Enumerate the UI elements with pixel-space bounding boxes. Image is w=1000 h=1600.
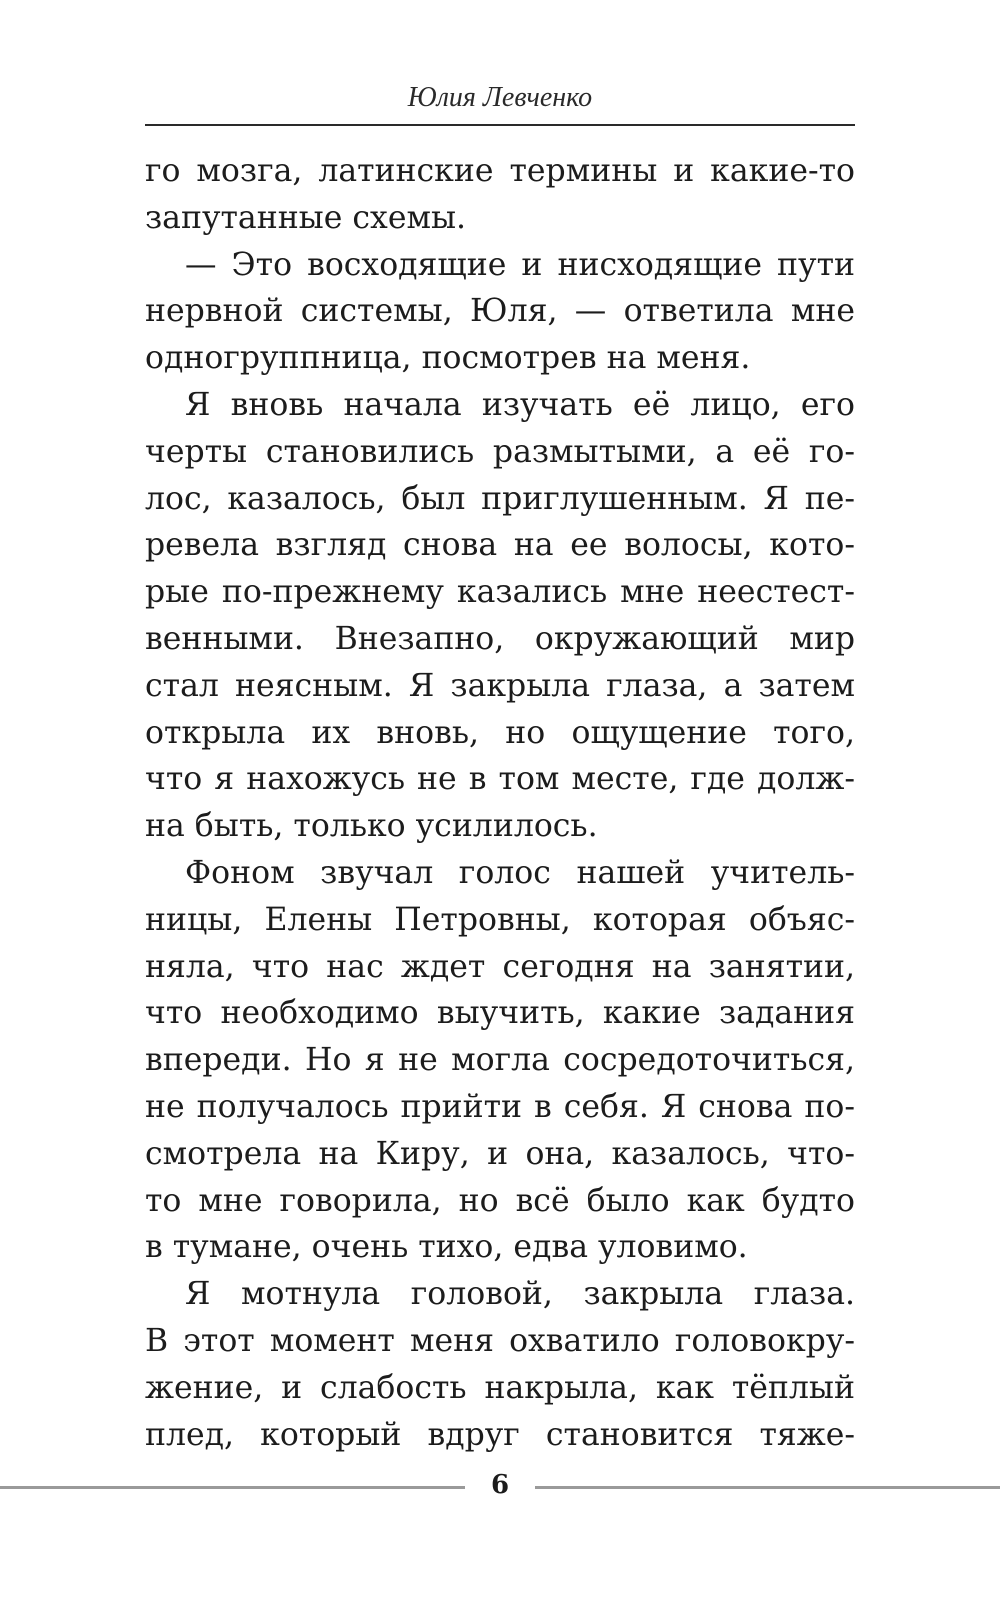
- text-line: что необходимо выучить, какие задания: [145, 995, 855, 1032]
- text-line: го мозга, латинские термины и какие-то: [145, 153, 855, 189]
- header-divider: [145, 124, 855, 126]
- text-line: Я вновь начала изучать её лицо, его: [185, 386, 855, 423]
- text-line: черты становились размытыми, а её го-: [145, 433, 855, 470]
- page-number: 6: [490, 1470, 510, 1500]
- footer-divider-right: [535, 1486, 1000, 1489]
- text-line: няла, что нас ждет сегодня на занятии,: [145, 948, 855, 985]
- text-line: на быть, только усилилось.: [145, 808, 598, 845]
- text-line: ревела взгляд снова на ее волосы, кото-: [145, 527, 855, 564]
- page-footer: [0, 1465, 1000, 1505]
- text-line: жение, и слабость накрыла, как тёплый: [145, 1369, 855, 1406]
- text-line: рые по-прежнему казались мне неестест-: [145, 574, 855, 611]
- text-line: Фоном звучал голос нашей учитель-: [185, 854, 855, 891]
- text-line: запутанные схемы.: [145, 199, 467, 236]
- text-line: стал неясным. Я закрыла глаза, а затем: [145, 667, 855, 704]
- running-header-author: Юлия Левченко: [407, 82, 593, 113]
- text-line: нервной системы, Юля, — ответила мне: [145, 293, 855, 330]
- text-line: лос, казалось, был приглушенным. Я пе-: [145, 480, 855, 517]
- text-line: — Это восходящие и нисходящие пути: [185, 246, 855, 283]
- text-line: плед, который вдруг становится тяже-: [145, 1416, 855, 1453]
- text-line: то мне говорила, но всё было как будто: [145, 1182, 855, 1219]
- text-line: смотрела на Киру, и она, казалось, что-: [145, 1135, 855, 1172]
- text-line: Я мотнула головой, закрыла глаза.: [185, 1276, 855, 1313]
- text-line: что я нахожусь не в том месте, где долж-: [145, 761, 855, 798]
- text-line: ницы, Елены Петровны, которая объяс-: [145, 901, 855, 938]
- text-line: венными. Внезапно, окружающий мир: [145, 620, 855, 657]
- footer-divider-left: [0, 1486, 465, 1489]
- text-line: впереди. Но я не могла сосредоточиться,: [145, 1042, 855, 1079]
- text-line: одногруппница, посмотрев на меня.: [145, 340, 751, 377]
- text-line: открыла их вновь, но ощущение того,: [145, 714, 855, 751]
- page-body: [145, 148, 855, 1458]
- text-line: не получалось прийти в себя. Я снова по-: [145, 1088, 855, 1125]
- text-line: в тумане, очень тихо, едва уловимо.: [145, 1229, 748, 1266]
- text-line: В этот момент меня охватило головокру-: [145, 1322, 855, 1359]
